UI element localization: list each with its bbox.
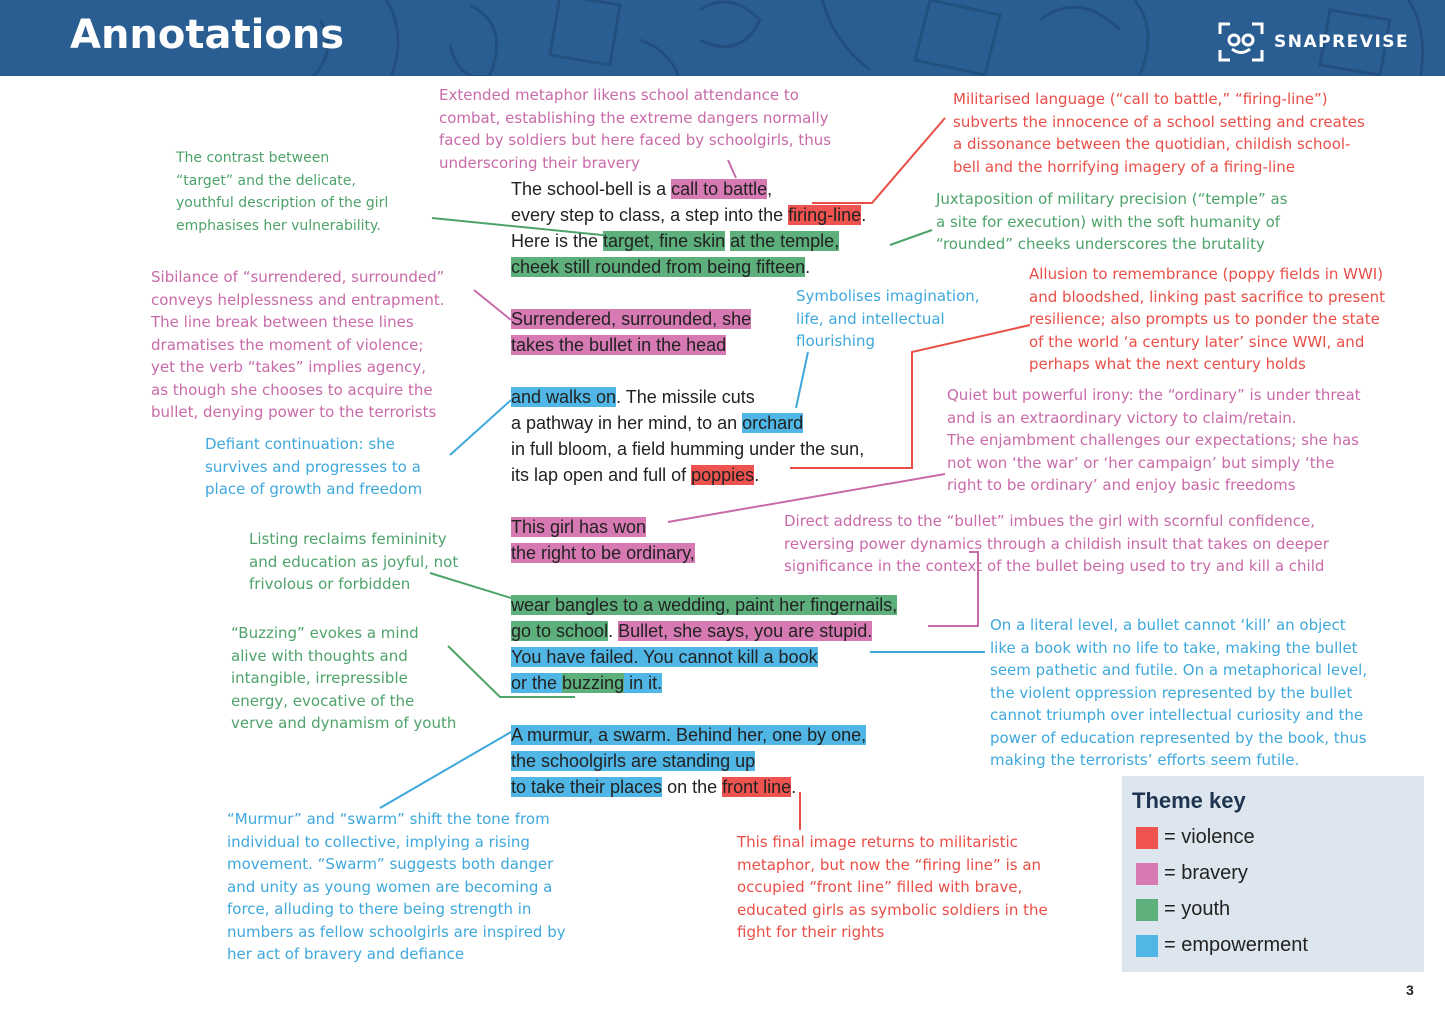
- highlight-youth: buzzing: [562, 673, 625, 693]
- annotation-listing: [249, 528, 458, 596]
- annotation-line: Extended metaphor likens school attendance to: [439, 86, 799, 104]
- poem-line: [511, 178, 772, 200]
- theme-key: [1122, 776, 1424, 972]
- poem-line: [511, 542, 695, 564]
- annotation-line: “rounded” cheeks underscores the brutality: [936, 235, 1265, 253]
- swatch-violence: [1136, 827, 1158, 849]
- annotation-line: Allusion to remembrance (poppy fields in WWI): [1029, 265, 1384, 283]
- highlight-bravery: the right to be ordinary,: [511, 543, 695, 563]
- theme-key-label: = empowerment: [1164, 934, 1308, 956]
- annotation-line: of the world ‘a century later’ since WWI, and: [1029, 332, 1365, 351]
- annotation-line: seem pathetic and futile. On a metaphorical level,: [990, 661, 1368, 679]
- annotation-line: This final image returns to militaristic: [737, 833, 1018, 851]
- annotation-juxtaposition: [936, 188, 1288, 256]
- annotation-line: Defiant continuation: she: [205, 435, 395, 453]
- annotation-line: yet the verb “takes” implies agency,: [151, 358, 427, 376]
- theme-key-item-bravery: [1136, 862, 1248, 885]
- theme-key-label: = youth: [1164, 898, 1231, 920]
- annotation-line: energy, evocative of the: [231, 691, 415, 710]
- annotation-line: combat, establishing the extreme dangers normally: [439, 108, 829, 127]
- poem-line: [511, 308, 751, 330]
- highlight-bravery: This girl has won: [511, 517, 647, 537]
- annotation-line: survives and progresses to a: [205, 457, 421, 476]
- annotation-direct-address: [784, 510, 1329, 578]
- highlight-violence: firing-line: [788, 205, 862, 225]
- annotation-line: making the terrorists’ efforts seem futile.: [990, 751, 1300, 769]
- annotation-line: The contrast between: [176, 150, 330, 166]
- highlight-violence: poppies: [691, 465, 755, 485]
- highlight-youth: wear bangles to a wedding, paint her fingernails,: [511, 595, 898, 615]
- theme-key-item-violence: [1136, 826, 1255, 849]
- poem-fragment: .: [608, 621, 619, 641]
- annotation-line: place of growth and freedom: [205, 480, 423, 498]
- annotation-line: “target” and the delicate,: [176, 172, 356, 189]
- poem-line: [511, 516, 646, 538]
- highlight-bravery: call to battle: [671, 179, 768, 199]
- page-number: 3: [1406, 982, 1414, 998]
- poem-line: [511, 672, 662, 694]
- annotation-line: individual to collective, implying a rising: [227, 832, 530, 851]
- theme-key-item-youth: [1136, 898, 1230, 921]
- highlight-bravery: Bullet, she says, you are stupid.: [618, 621, 873, 641]
- annotation-line: and unity as young women are becoming a: [227, 877, 553, 896]
- annotation-irony: [947, 384, 1361, 497]
- annotation-line: numbers as fellow schoolgirls are inspired by: [227, 922, 566, 941]
- annotation-line: a dissonance between the quotidian, childish school-: [953, 135, 1351, 153]
- highlight-empowerment: You have failed. You cannot kill a book: [511, 647, 818, 667]
- annotation-symbolises: [796, 285, 980, 353]
- poem-line: [511, 334, 726, 356]
- poem-fragment: .: [861, 205, 867, 225]
- highlight-violence: front line: [722, 777, 792, 797]
- highlight-empowerment: A murmur, a swarm. Behind her, one by one,: [511, 725, 867, 745]
- poem-fragment: .: [791, 777, 797, 797]
- annotation-line: significance in the context of the bullet being used to try and kill a child: [784, 557, 1325, 575]
- annotation-contrast-target: [176, 147, 388, 237]
- connector-symbolises: [796, 352, 808, 408]
- annotation-line: emphasises her vulnerability.: [176, 217, 381, 234]
- annotation-line: The enjambment challenges our expectations; she has: [947, 431, 1359, 449]
- annotation-line: right to be ordinary’ and enjoy basic freedoms: [947, 476, 1296, 494]
- poem-line: [511, 620, 872, 642]
- page-title: Annotations: [70, 12, 345, 58]
- annotation-line: Direct address to the “bullet” imbues the girl with scornful confidence,: [784, 512, 1316, 530]
- connector-militarised-language: [812, 118, 945, 203]
- annotation-final-image: [737, 831, 1048, 944]
- annotation-line: The line break between these lines: [151, 313, 414, 331]
- annotation-line: her act of bravery and defiance: [227, 945, 465, 963]
- highlight-empowerment: and walks on: [511, 387, 617, 407]
- annotation-line: cannot triumph over intellectual curiosity and the: [990, 706, 1364, 724]
- annotation-line: Listing reclaims femininity: [249, 530, 447, 548]
- annotation-buzzing: [231, 622, 456, 735]
- annotation-line: as though she chooses to acquire the: [151, 380, 433, 399]
- highlight-youth: at the temple,: [730, 231, 840, 251]
- annotation-line: power of education represented by the book, thus: [990, 728, 1367, 747]
- annotation-line: and bloodshed, linking past sacrifice to present: [1029, 287, 1385, 306]
- annotation-line: conveys helplessness and entrapment.: [151, 290, 445, 309]
- annotation-line: occupied “front line” filled with brave,: [737, 878, 1023, 896]
- annotation-line: the violent oppression represented by the bullet: [990, 683, 1353, 702]
- poem-line: [511, 204, 866, 226]
- annotation-line: force, alluding to there being strength in: [227, 900, 532, 918]
- annotation-line: life, and intellectual: [796, 309, 945, 328]
- highlight-empowerment: in it.: [624, 673, 663, 693]
- connector-juxtaposition: [890, 230, 932, 245]
- poem-line: [511, 464, 759, 486]
- annotation-line: “Buzzing” evokes a mind: [231, 624, 419, 642]
- annotation-line: flourishing: [796, 332, 875, 350]
- annotation-line: bullet, denying power to the terrorists: [151, 403, 437, 421]
- annotation-line: alive with thoughts and: [231, 646, 408, 665]
- annotation-line: Quiet but powerful irony: the “ordinary” is under threat: [947, 386, 1361, 404]
- connector-sibilance: [474, 290, 511, 320]
- annotation-line: faced by soldiers but here faced by schoolgirls, thus: [439, 131, 832, 149]
- annotation-line: subverts the innocence of a school setting and creates: [953, 112, 1365, 131]
- poem-fragment: Here is the: [511, 231, 604, 251]
- poem-fragment: its lap open and full of: [511, 465, 692, 485]
- swatch-bravery: [1136, 863, 1158, 885]
- poem-line: [511, 646, 818, 668]
- annotation-line: fight for their rights: [737, 923, 885, 941]
- highlight-bravery: takes the bullet in the head: [511, 335, 727, 355]
- poem-line: [511, 594, 897, 616]
- annotation-line: Sibilance of “surrendered, surrounded”: [151, 268, 445, 286]
- annotation-line: and is an extraordinary victory to claim/retain.: [947, 408, 1297, 427]
- poem-line: [511, 776, 796, 798]
- swatch-empowerment: [1136, 935, 1158, 957]
- annotation-defiant-continuation: [205, 433, 422, 501]
- annotation-line: On a literal level, a bullet cannot ‘kill’ an object: [990, 616, 1346, 634]
- annotation-line: Juxtaposition of military precision (“temple” as: [936, 190, 1288, 208]
- connector-murmur: [380, 732, 511, 808]
- theme-key-title: Theme key: [1132, 788, 1246, 813]
- theme-key-label: = violence: [1164, 826, 1255, 848]
- annotation-militarised-language: [953, 88, 1365, 178]
- poem-fragment: .: [754, 465, 760, 485]
- highlight-empowerment: or the: [511, 673, 563, 693]
- annotation-line: youthful description of the girl: [176, 195, 389, 211]
- annotation-line: verve and dynamism of youth: [231, 714, 457, 732]
- annotation-line: intangible, irrepressible: [231, 669, 408, 687]
- poem-fragment: . The missile cuts: [616, 387, 755, 407]
- annotation-line: reversing power dynamics through a childish insult that takes on deeper: [784, 534, 1329, 553]
- poem-line: [511, 256, 810, 278]
- poem-line: [511, 230, 839, 252]
- annotation-line: a site for execution) with the soft humanity of: [936, 212, 1281, 231]
- brand-name: SNAPREVISE: [1274, 32, 1410, 52]
- annotation-line: Symbolises imagination,: [796, 287, 980, 305]
- annotation-line: frivolous or forbidden: [249, 575, 411, 593]
- poem-fragment: a pathway in her mind, to an: [511, 413, 743, 433]
- annotation-line: and education as joyful, not: [249, 552, 459, 571]
- theme-key-label: = bravery: [1164, 862, 1248, 884]
- poem-fragment: The school-bell is a: [511, 179, 672, 199]
- annotation-line: “Murmur” and “swarm” shift the tone from: [227, 810, 550, 828]
- annotation-line: educated girls as symbolic soldiers in the: [737, 900, 1048, 919]
- annotation-line: dramatises the moment of violence;: [151, 335, 424, 354]
- connector-defiant: [450, 400, 511, 455]
- annotation-line: like a book with no life to take, making the bullet: [990, 638, 1358, 657]
- annotation-line: movement. “Swarm” suggests both danger: [227, 855, 554, 873]
- annotation-sibilance: [151, 266, 445, 424]
- poem-line: [511, 438, 864, 460]
- theme-key-item-empowerment: [1136, 934, 1308, 957]
- poem-line: [511, 750, 755, 772]
- highlight-youth: target, fine skin: [603, 231, 726, 251]
- highlight-bravery: Surrendered, surrounded, she: [511, 309, 752, 329]
- poem-fragment: every step to class, a step into the: [511, 205, 789, 225]
- annotation-line: metaphor, but now the “firing line” is an: [737, 855, 1042, 874]
- highlight-youth: cheek still rounded from being fifteen: [511, 257, 806, 277]
- poem-line: [511, 412, 803, 434]
- annotation-murmur-swarm: [227, 808, 566, 966]
- swatch-youth: [1136, 899, 1158, 921]
- annotation-extended-metaphor: [439, 84, 831, 174]
- poem-fragment: on the: [662, 777, 723, 797]
- poem-fragment: .: [805, 257, 811, 277]
- annotation-literal-level: [990, 614, 1367, 772]
- annotation-line: perhaps what the next century holds: [1029, 355, 1306, 373]
- annotation-allusion: [1029, 263, 1385, 376]
- highlight-empowerment: to take their places: [511, 777, 663, 797]
- highlight-empowerment: the schoolgirls are standing up: [511, 751, 756, 771]
- annotation-line: bell and the horrifying imagery of a firing-line: [953, 157, 1296, 176]
- annotation-line: resilience; also prompts us to ponder the state: [1029, 310, 1380, 328]
- poem-line: [511, 386, 755, 408]
- poem-fragment: ,: [767, 179, 773, 199]
- highlight-empowerment: orchard: [742, 413, 804, 433]
- annotation-line: Militarised language (“call to battle,” “firing-line”): [953, 90, 1328, 108]
- poem-line: [511, 724, 866, 746]
- poem-fragment: in full bloom, a field humming under the sun,: [511, 439, 865, 459]
- highlight-youth: go to school: [511, 621, 609, 641]
- annotation-line: not won ‘the war’ or ‘her campaign’ but simply ‘the: [947, 453, 1335, 472]
- annotation-line: underscoring their bravery: [439, 153, 641, 172]
